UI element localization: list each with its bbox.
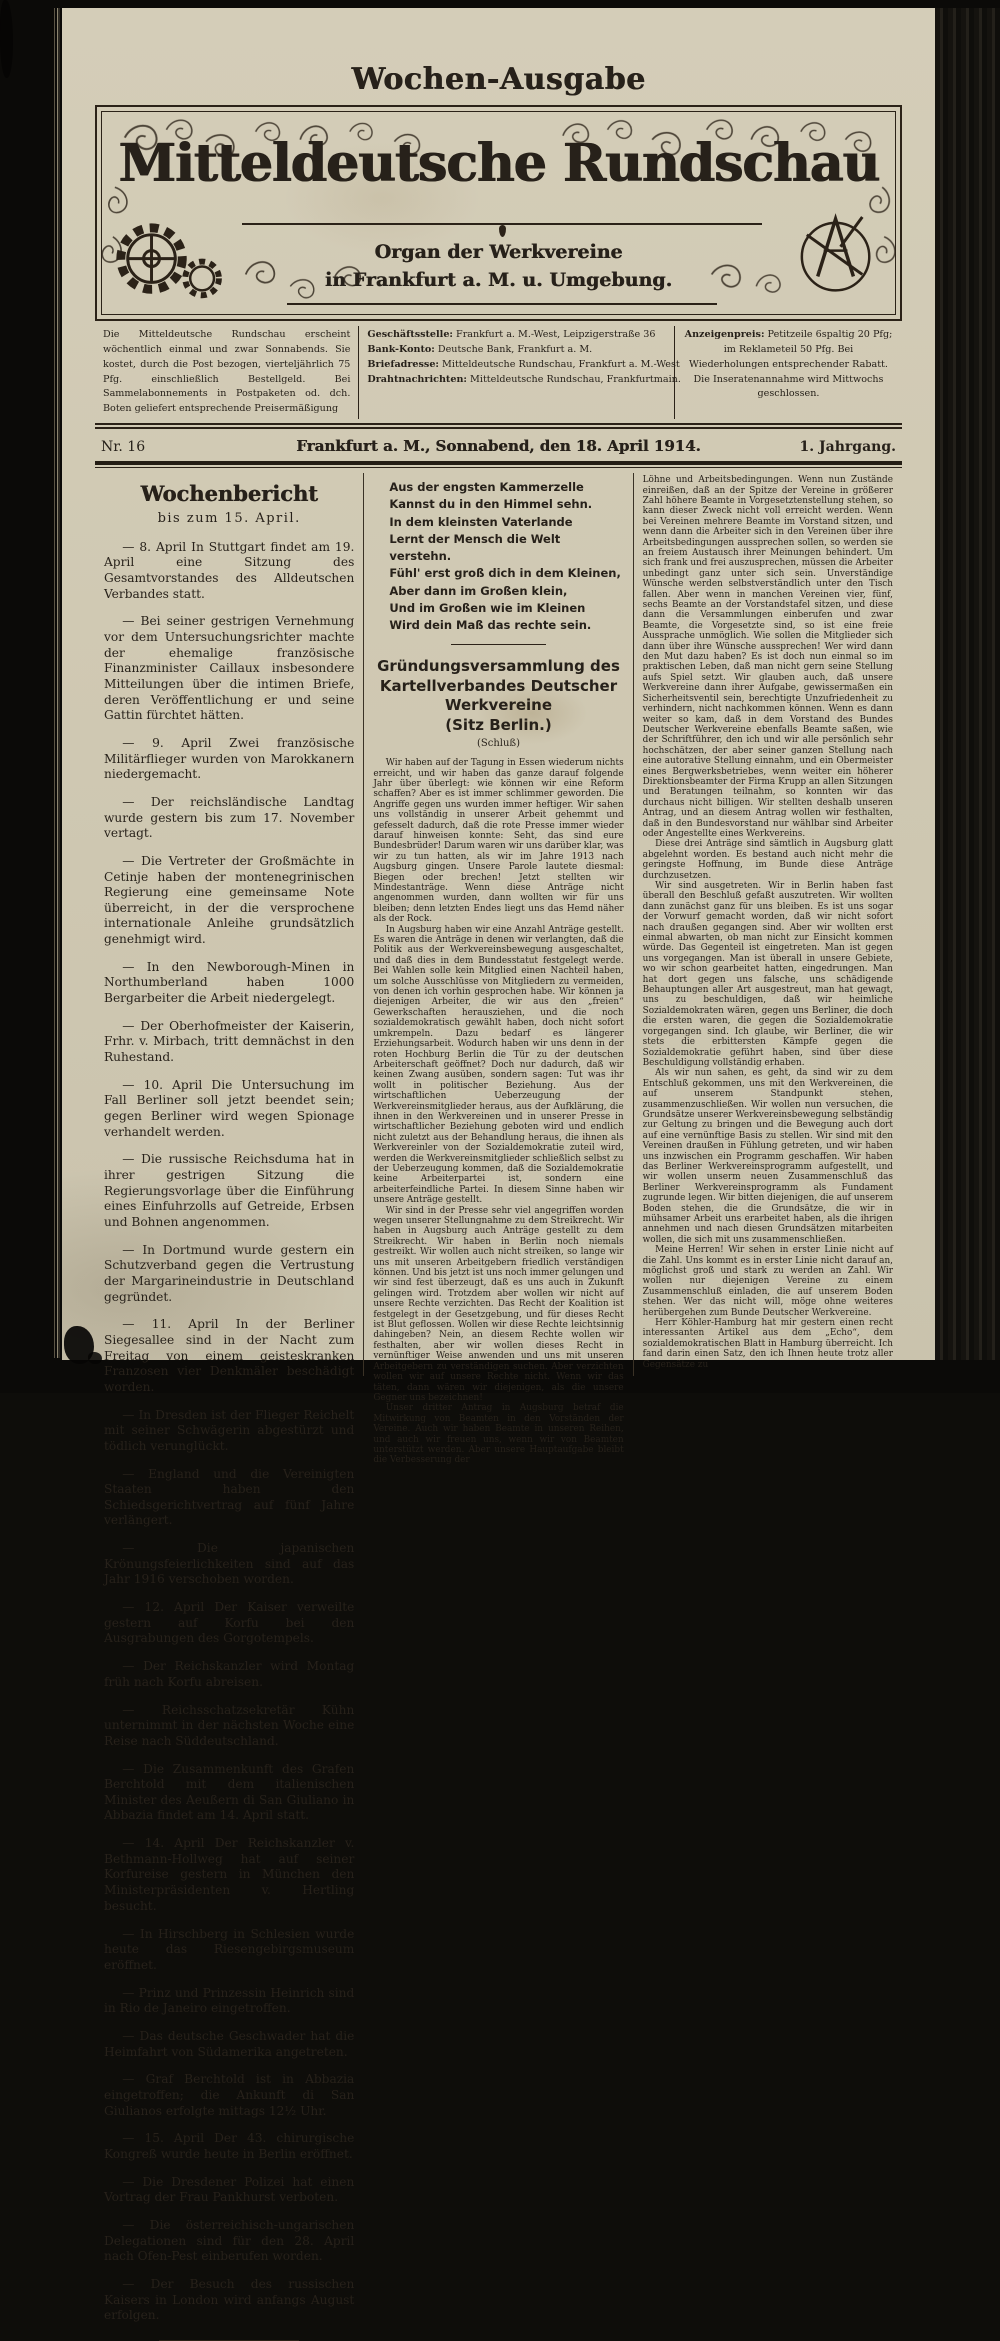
article-paragraph: Herr Köhler-Hamburg hat mir gestern einen recht interessanten Artikel aus dem „Echo“, dem sozialdemokratischen Blatt in Hamburg überreicht. Ich fand darin einen Satz, den ich Ihnen heute trotz aller Gegensätze zu <box>642 1318 893 1370</box>
poem-line: Lernt der Mensch die Welt verstehn. <box>389 531 561 564</box>
news-item: — 15. April Der 43. chirurgische Kongreß wurde heute in Berlin eröffnet. <box>104 2131 355 2161</box>
article-paragraph: Wir haben auf der Tagung in Essen wiederum nichts erreicht, und wir haben das ganze darauf folgende Jahr über überlegt: wie können wir eine Reform schaffen? Aber es ist immer schlimmer geworden. Die Angriffe gegen uns wurden immer heftiger. Wir sahen uns vollständig in unserer Arbeit gehemmt und gefesselt dadurch, daß die rote Presse immer wieder darauf hinweisen konnte: Seht, das sind eure Bundesbrüder! Darum waren wir uns darüber klar, was wir zu tun hatten, als wir im Jahre 1913 nach Augsburg gingen. Unsere Parole lautete diesmal: Biegen oder brechen! Jetzt stellten wir Mindestanträge. Wenn diese Anträge nicht angenommen wurden, dann wollten wir für uns bleiben; denn letzten Endes liegt uns das Hemd näher als der Rock. <box>373 758 624 925</box>
contact-line: Geschäftsstelle: Frankfurt a. M.-West, Leipzigerstraße 36 <box>367 329 656 340</box>
news-item: — Der reichsländische Landtag wurde gestern bis zum 17. November vertagt. <box>104 794 355 841</box>
article-paragraph: In Augsburg haben wir eine Anzahl Anträge gestellt. Es waren die Anträge in denen wir verlangten, daß die Politik aus der Werkvereinsbewegung ausgeschaltet, und daß dies in dem Bundesstatut festgelegt werde. Bei Wahlen solle kein Mitglied einen Nachteil haben, um solche Ausschlüsse von Mitgliedern zu vermeiden, von denen ich vorhin gesprochen habe. Wir können ja diejenigen Arbeiter, die wir aus den „freien“ Gewerkschaften herausziehen, und die noch sozialdemokratisch gewählt haben, doch nicht sofort umkrempeln. Dazu bedarf es längerer Erziehungsarbeit. Wodurch haben wir uns denn in der roten Hochburg Berlin die Tür zu der deutschen Arbeiterschaft geöffnet? Doch nur dadurch, daß wir keinen Zwang ausüben, sondern sagen: Tut was ihr wollt in politischer Beziehung. Aus der wirtschaftlichen Ueberzeugung der Werkvereinsmitglieder heraus, aus der Aufklärung, die ihnen in den Werkvereinen und in unserer Presse in wirtschaftlicher Beziehung geboten wird und endlich nicht zuletzt aus der Behandlung heraus, die ihnen als Werkvereinler von der Sozialdemokratie zuteil wird, werden die Werkvereinsmitglieder schließlich selbst zu der Ueberzeugung kommen, daß die Sozialdemokratie keine Arbeiterpartei ist, sondern eine arbeiterfeindliche Partei. In diesem Sinne haben wir unsere Anträge gestellt. <box>373 924 624 1206</box>
news-item: — Der Oberhofmeister der Kaiserin, Frhr. v. Mirbach, tritt demnächst in den Ruhestand. <box>104 1018 355 1065</box>
news-item: — 12. April Der Kaiser verweilte gestern auf Korfu bei den Ausgrabungen des Gorgotempels. <box>104 1600 355 1646</box>
column-article-1 <box>363 473 632 1466</box>
masthead <box>95 105 902 321</box>
news-item: — Die Vertreter der Großmächte in Cetinje haben der montenegrinischen Regierung eine gemeinsame Note überreicht, in der die versprochene internationale Anleihe grundsätzlich genehmigt wird. <box>104 853 355 946</box>
column-article-2 <box>633 473 902 1376</box>
column-wochenbericht <box>95 473 363 2323</box>
heavy-rule <box>95 461 902 468</box>
news-item: — In den Newborough-Minen in Northumberland haben 1000 Bergarbeiter die Arbeit niedergelegt. <box>104 959 355 1006</box>
article-paragraph: Als wir nun sahen, es geht, da sind wir zu dem Entschluß gekommen, uns mit den Werkvereinen, die auf unserem Standpunkt stehen, zusammenzuschließen. Wir wollen nun versuchen, die Grundsätze unserer Werkvereinsbewegung selbständig zur Geltung zu bringen und die Bewegung auch dort auf eine vernünftige Basis zu stellen. Wir sind mit den Vereinen draußen in Fühlung getreten, und wir haben uns inzwischen ein Programm geschaffen. Wir haben das Berliner Werkvereinsprogramm aufgestellt, und wir wollen unserm neuen Zusammenschluß das Berliner Werkvereinsprogramm als Fundament zugrunde legen. Wir bitten diejenigen, die auf unserem Boden stehen, die die Grundsätze, die wir in mühsamer Arbeit uns erarbeitet haben, als die ihrigen annehmen und nach diesen Grundsätzen mitarbeiten wollen, die sich mit uns zusammenschließen. <box>642 1068 893 1245</box>
subtitle-rule <box>287 303 717 305</box>
contact-line: Bank-Konto: Deutsche Bank, Frankfurt a. M. <box>367 343 593 355</box>
news-item: — England und die Vereinigten Staaten haben den Schiedsgerichtvertrag auf fünf Jahre verlängert. <box>104 1466 355 1528</box>
news-item: — 9. April Zwei französische Militärflieger wurden von Marokkanern niedergemacht. <box>104 735 355 782</box>
news-item: — 11. April In der Berliner Siegesallee sind in der Nacht zum Freitag von einem geisteskranken Franzosen vier Denkmäler beschädigt worden. <box>104 1317 355 1394</box>
section-subheading: bis zum 15. April. <box>157 511 301 527</box>
news-item: — Bei seiner gestrigen Vernehmung vor dem Untersuchungsrichter machte der ehemalige französische Finanzminister Caillaux insbesondere Mitteilungen über die intimen Briefe, deren Veröffentlichung er und seine Gattin fürchtet hätten. <box>104 614 355 723</box>
poem-line: Kannst du in den Himmel sehn. <box>389 497 593 512</box>
news-item: — 10. April Die Untersuchung im Fall Berliner soll jetzt beendet sein; gegen Berliner wird wegen Spionage verhandelt werden. <box>104 1077 355 1139</box>
news-item: — 8. April In Stuttgart findet am 19. April eine Sitzung des Gesamtvorstandes des Alldeutschen Verbandes statt. <box>104 539 355 601</box>
issue-number: Nr. 16 <box>101 439 146 456</box>
news-item: — Der Reichskanzler wird Montag früh nach Korfu abreisen. <box>104 1659 355 1689</box>
news-item: — In Hirschberg in Schlesien wurde heute das Riesengebirgsmuseum eröffnet. <box>104 1926 355 1972</box>
poem-line: Fühl' erst groß dich in dem Kleinen, <box>389 566 621 581</box>
contact-line: Drahtnachrichten: Mitteldeutsche Rundschau, Frankfurtmain. <box>367 373 681 385</box>
article-seat: (Sitz Berlin.) <box>445 715 552 734</box>
poem-line: Und im Großen wie im Kleinen <box>389 600 586 615</box>
article-paragraph: Meine Herren! Wir sehen in erster Linie nicht auf die Zahl. Uns kommt es in erster Linie nicht darauf an, möglichst groß und stark zu werden an Zahl. Wir wollen nur diejenigen Vereine zu einem Zusammenschluß einladen, die auf unserem Boden stehen. Wer das nicht will, möge ohne weiteres herübergehen zum Bunde Deutscher Werkvereine. <box>642 1245 893 1318</box>
news-item: — Prinz und Prinzessin Heinrich sind in Rio de Janeiro eingetroffen. <box>104 1985 355 2016</box>
poem-end-rule <box>451 644 546 645</box>
news-item: — Der Besuch des russischen Kaisers in London wird anfangs August erfolgen. <box>104 2277 355 2323</box>
article-columns <box>95 473 902 2323</box>
contact-line: Briefadresse: Mitteldeutsche Rundschau, Frankfurt a. M.-West <box>367 358 680 370</box>
ad-price-info: Anzeigenpreis: Petitzeile 6spaltig 20 Pfg; im Reklameteil 50 Pfg. Bei Wiederholungen entsprechender Rabatt. Die Inseratenannahme wird Mittwochs geschlossen. <box>684 329 893 400</box>
article-heading: Gründungsversammlung des Kartellverbandes Deutscher Werkvereine <box>377 657 620 715</box>
news-item: — Reichsschatzsekretär Kühn unternimmt in der nächsten Woche eine Reise nach Süddeutschland. <box>104 1702 355 1748</box>
masthead-divider <box>242 223 762 225</box>
subtitle-line1: Organ der Werkvereine <box>374 241 623 263</box>
news-item: — Die Zusammenkunft des Grafen Berchtold mit dem italienischen Minister des Aeußern di San Giuliano in Abbazia findet am 14. April statt. <box>104 1761 355 1823</box>
poem <box>373 475 623 634</box>
subtitle-line2: in Frankfurt a. M. u. Umgebung. <box>324 268 673 291</box>
edition-label: Wochen-Ausgabe <box>351 62 646 97</box>
poem-line: Aus der engsten Kammerzelle <box>389 480 584 495</box>
news-item: — 14. April Der Reichskanzler v. Bethmann-Hollweg hat auf seiner Korfureise gestern in München den Ministerpräsidenten v. Hertling besucht. <box>104 1836 355 1913</box>
underlying-page-edges <box>52 6 62 1358</box>
article-paragraph: Wir sind ausgetreten. Wir in Berlin haben fast überall den Beschluß gefaßt auszutreten. Wir wollten dann zunächst ganz für uns bleiben. Es ist uns sogar der Vorwurf gemacht worden, daß wir nicht sofort nach draußen gegangen sind. Aber wir wollten erst einmal abwarten, ob man nicht zur Einsicht kommen würde. Das Gegenteil ist eingetreten. Man ist gegen uns vorgegangen. Man ist überall in unsere Gebiete, wo wir schon gearbeitet hatten, eingedrungen. Man hat dort gegen uns falsche, uns schädigende Behauptungen aller Art ausgestreut, man hat gewagt, uns zu beschuldigen, daß wir heimliche Sozialdemokraten wären, gegen uns Berliner, die doch die ersten waren, die gegen die Sozialdemokratie vorgegangen sind. Ich glaube, wir Berliner, die wir stets die erbittersten Kämpfe gegen die Sozialdemokratie geführt haben, sind über diese Beschuldigung vollständig erhaben. <box>642 881 893 1068</box>
newspaper-title: Mitteldeutsche Rundschau <box>118 133 879 194</box>
news-item: — Die japanischen Krönungsfeierlichkeiten sind auf das Jahr 1916 verschoben worden. <box>104 1541 355 1587</box>
poem-line: Wird dein Maß das rechte sein. <box>389 618 592 633</box>
news-item: — Das deutsche Geschwader hat die Heimfahrt von Südamerika angetreten. <box>104 2028 355 2059</box>
newspaper-page <box>62 8 935 2323</box>
news-item: — In Dortmund wurde gestern ein Schutzverband gegen die Vertrustung der Margarineindustrie in Deutschland gegründet. <box>104 1242 355 1304</box>
news-item: — Die russische Reichsduma hat in ihrer gestrigen Sitzung die Regierungsvorlage über die Einführung eines Einfuhrzolls auf Getreide, Erbsen und Bohnen angenommen. <box>104 1152 355 1229</box>
book-binding-right <box>935 0 1000 1393</box>
article-paragraph: Wir sind in der Presse sehr viel angegriffen worden wegen unserer Stellungnahme zu dem Streikrecht. Wir haben in Augsburg auch Anträge gestellt zu dem Streikrecht. Wir haben in Berlin noch niemals gestreikt. Wir wollen auch nicht streiken, so lange wir uns mit unseren Arbeitgebern friedlich verständigen können. Und bis jetzt ist uns noch immer gelungen und wir sind fest überzeugt, daß es uns auch in Zukunft gelingen wird. Trotzdem aber wollen wir nicht auf unsere Rechte verzichten. Das Recht der Koalition ist festgelegt in der Gesetzgebung, und für dieses Recht ist Blut geflossen. Wollen wir diese Rechte leichtsinnig dahingeben? Nein, an diesem Rechte wollen wir festhalten, aber wir wollen dieses Recht in vernünftiger Weise anwenden und uns mit unseren Arbeitgebern zu verständigen suchen. Aber verzichten wollen wir auf unsere Rechte nicht. Wenn wir das täten, dann wären wir diejenigen, als die unsere Gegner uns bezeichnen! <box>373 1205 624 1403</box>
news-item: — Die österreichisch-ungarischen Delegationen sind für den 28. April nach Ofen-Pest einberufen worden. <box>104 2218 355 2264</box>
section-heading: Wochenbericht <box>140 481 318 507</box>
imprint-row <box>95 321 902 423</box>
article-part-label: (Schluß) <box>476 738 520 750</box>
news-item: — In Dresden ist der Flieger Reichelt mit seiner Schwägerin abgestürzt und tödlich verunglückt. <box>104 1407 355 1453</box>
article-paragraph: Unser dritter Antrag in Augsburg betraf die Mitwirkung von Beamten in den Vorständen der Vereine. Auch wir haben Beamte in unseren Reihen, und auch wir freuen uns, wenn wir von Beamten unterstützt werden. Aber unsere Hauptaufgabe bleibt die Verbesserung der <box>373 1403 624 1466</box>
volume-text: 1. Jahrgang. <box>799 439 896 456</box>
date-text: Frankfurt a. M., Sonnabend, den 18. April 1914. <box>296 437 701 456</box>
ink-smudge <box>88 1352 102 1364</box>
article-paragraph: Löhne und Arbeitsbedingungen. Wenn nun Zustände einreißen, daß an der Spitze der Vereine in größerer Zahl höhere Beamte in Vorgesetztenstellung stehen, so kann dieser Zweck nicht voll erreicht werden. Wenn bei Vereinen mehrere Beamte im Vorstand sitzen, und wenn dann die Arbeiter sich in den Vereinen über ihre Arbeitsbedingungen aussprechen sollen, so werden sie an freiem Austausch ihrer Meinungen behindert. Um sich frank und frei auszusprechen, müssen die Arbeiter unbedingt ganz unter sich sein. Unverständige Wünsche werden selbstverständlich unter den Tisch fallen. Aber wenn in manchen Vereinen vier, fünf, sechs Beamte an der Vorstandstafel sitzen, und diese dann die Versammlungen einberufen und zwar Beamte, die Vorgesetzte sind, so ist eine freie Aussprache unmöglich. Wie sollen die Mitglieder sich dann über ihre Wünsche aussprechen! Wer wird dann den Mut dazu haben? Es ist doch nun einmal so im praktischen Leben, daß man nicht gern seine Stellung aufs Spiel setzt. Wir glauben auch, daß unsere Werkvereine dann ihrer Aufgabe, gewissermaßen ein Sicherheitsventil sein, berechtigte Unzufriedenheit zu verhindern, nicht nachkommen können. Wenn es dann weiter so kam, daß in dem Vorstand des Bundes Deutscher Werkvereine ebenfalls Beamte saßen, wie der Schriftführer, den ich und wir alle persönlich sehr hochschätzen, der aber seiner ganzen Stellung nach eine autorative Stellung einnahm, und ein Obermeister eines Bergwerksbetriebes, wenn weiter ein höherer Direktionsbeamter der Firma Krupp an allen Sitzungen und Beratungen teilnahm, so konnten wir das durchaus nicht billigen. Wir stellten deshalb unseren Antrag, und an diesem Antrag wollen wir festhalten, daß in den Bundesvorstand nur wählbar sind Arbeiter oder Angestellte eines Werkvereins. <box>642 475 893 839</box>
masthead-subtitle <box>97 239 900 294</box>
news-item: — Die Dresdener Polizei hat einen Vortrag der Frau Pankhurst verboten. <box>104 2174 355 2205</box>
subscription-info: Die Mitteldeutsche Rundschau erscheint wöchentlich einmal und zwar Sonnabends. Sie kostet, durch die Post bezogen, vierteljährlich 75 Pfg. einschließlich Bestellgeld. Bei Sammelabonnements in Postpaketen od. dch. Boten geliefert entsprechende Preisermäßigung <box>103 329 351 415</box>
article-paragraph: Diese drei Anträge sind sämtlich in Augsburg glatt abgelehnt worden. Es bestand auch nicht mehr die geringste Hoffnung, im Bunde diese Anträge durchzusetzen. <box>642 839 893 881</box>
contact-info <box>358 326 681 419</box>
news-item: — Graf Berchtold ist in Abbazia eingetroffen; die Ankunft di San Giulianos erfolgte mittags 12½ Uhr. <box>104 2072 355 2118</box>
poem-line: Aber dann im Großen klein, <box>389 583 568 598</box>
book-edge-top <box>0 0 1000 8</box>
dateline <box>95 429 902 461</box>
poem-line: In dem kleinsten Vaterlande <box>389 514 573 529</box>
